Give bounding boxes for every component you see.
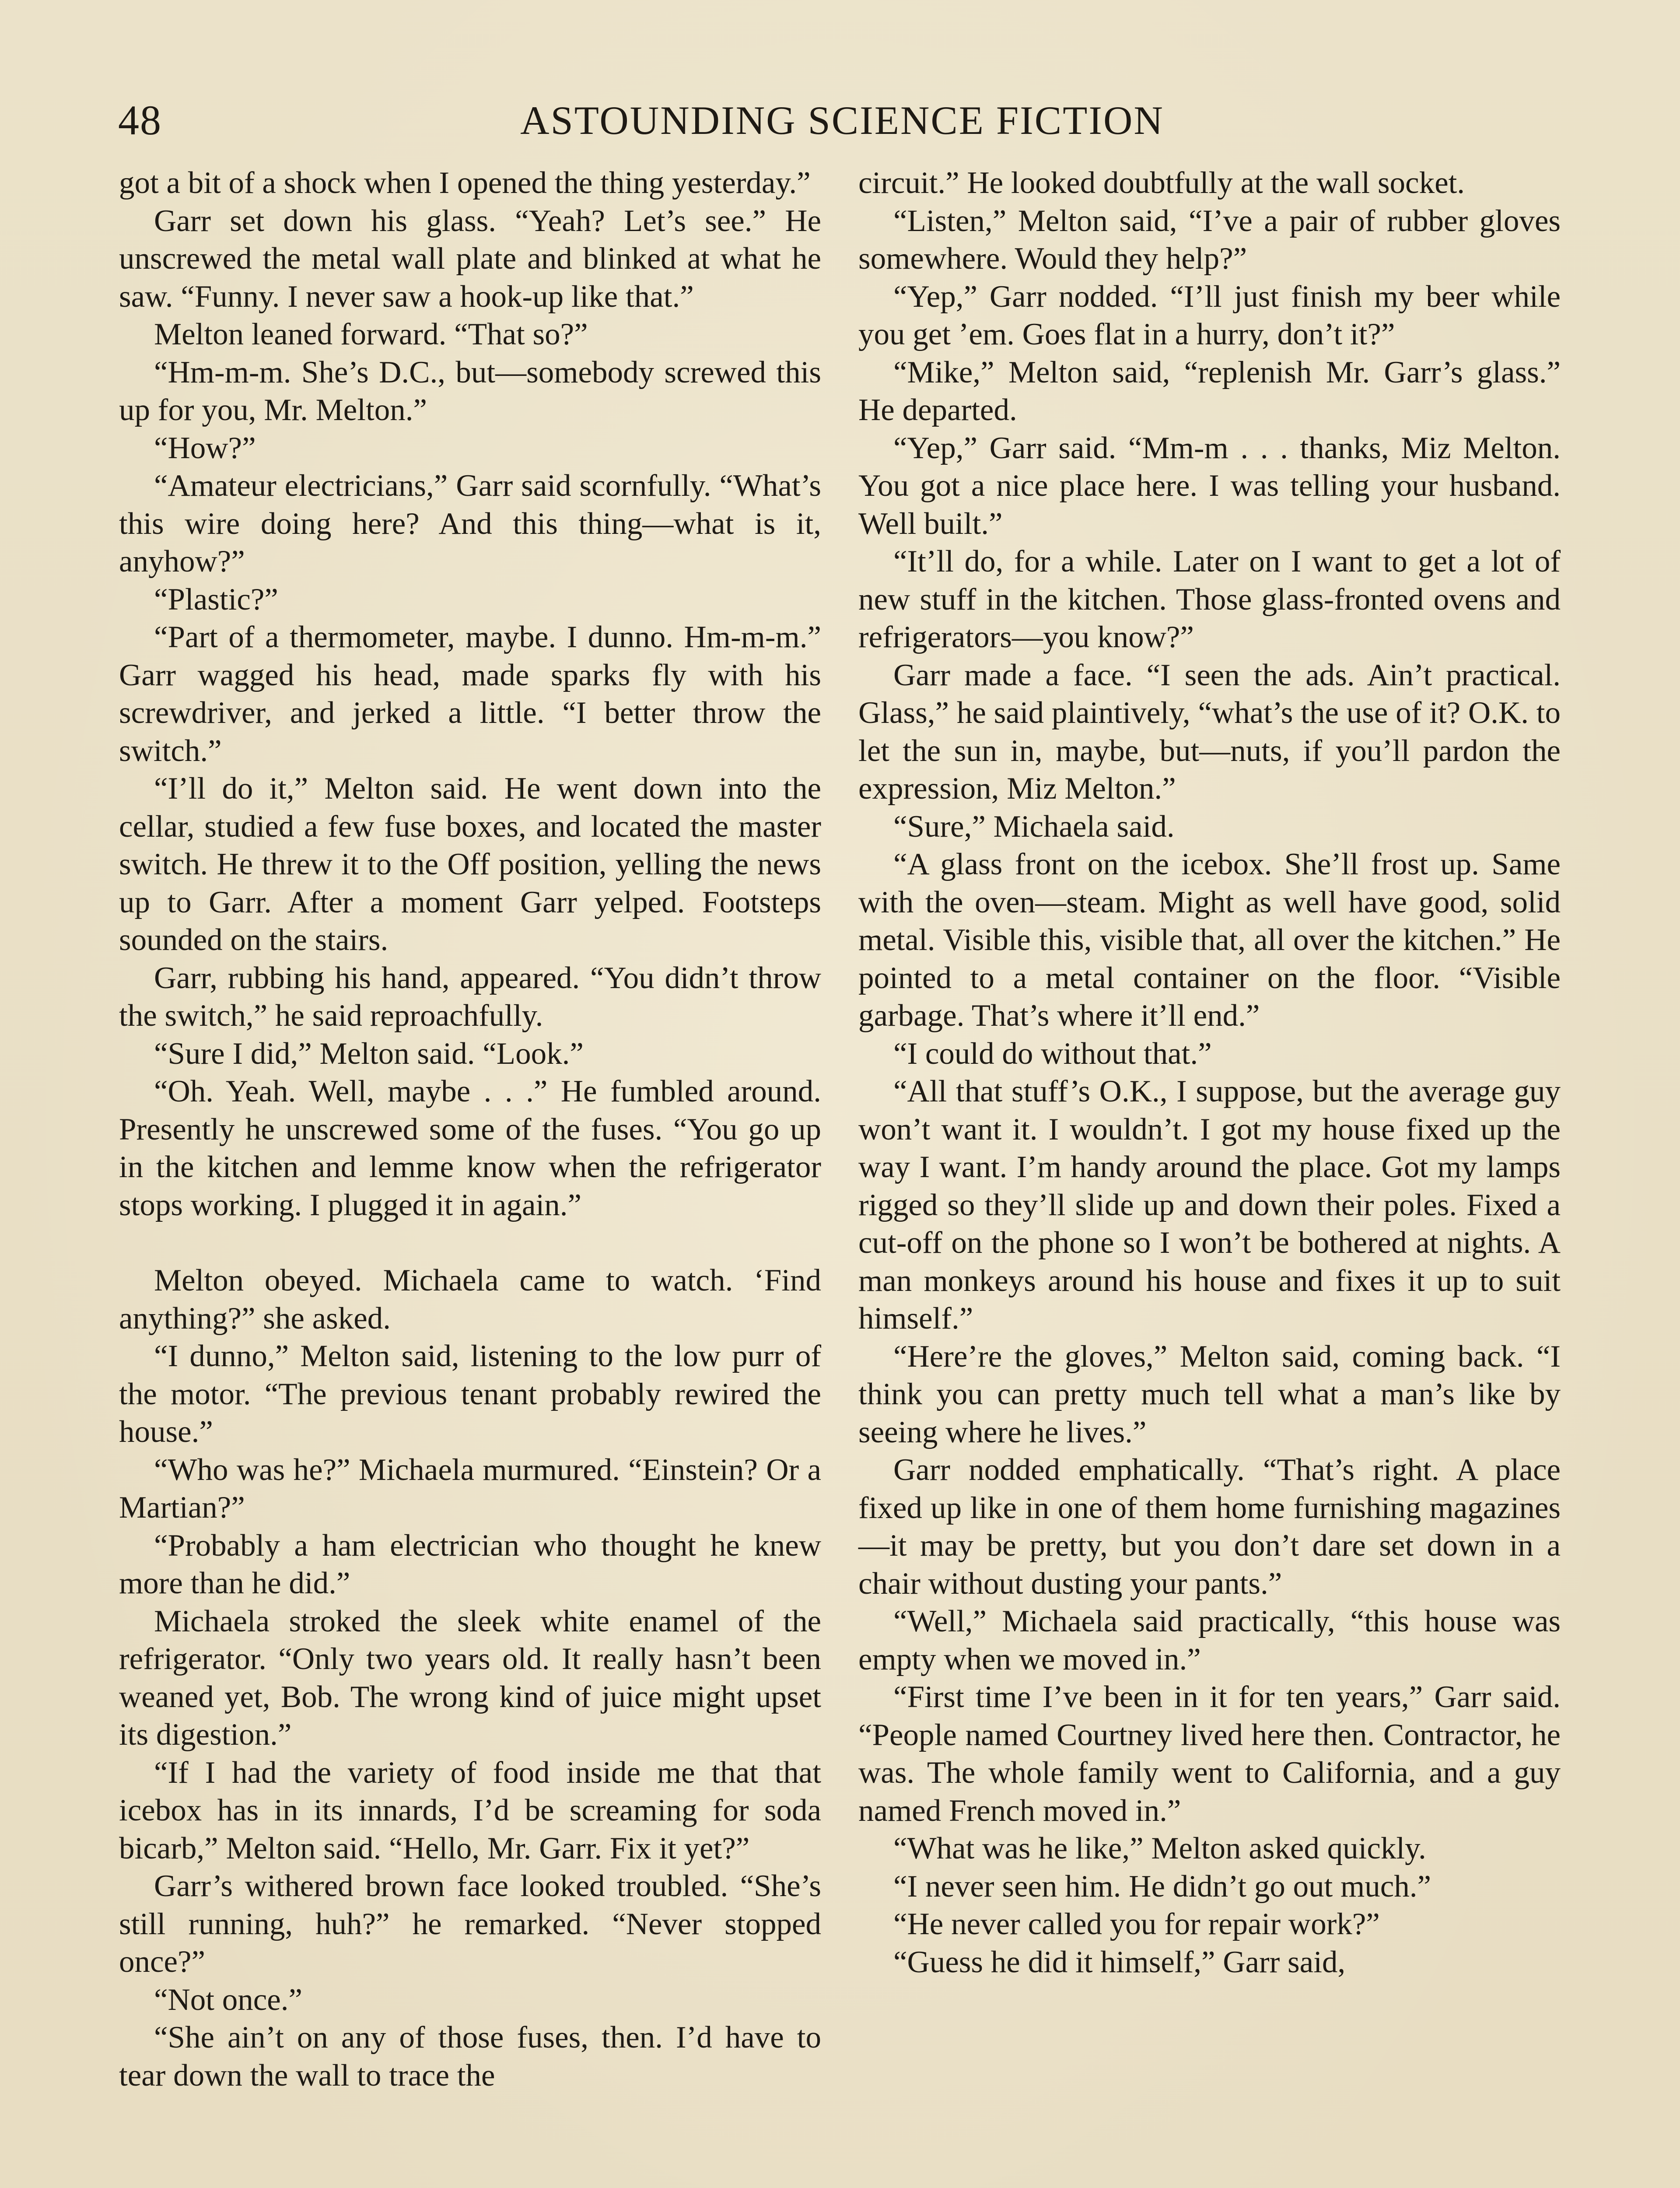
paragraph: “Plastic?” (154, 582, 278, 617)
paragraph: got a bit of a shock when I opened the thing yesterday.” (119, 166, 811, 200)
paragraph: “I could do without that.” (893, 1036, 1212, 1071)
page-header (118, 94, 1566, 147)
running-title: ASTOUNDING SCIENCE FICTION (520, 98, 1164, 143)
paragraph: “A glass front on the icebox. She’ll frost up. Same with the oven—steam. Might as well have good, solid metal. Visible this, visible that, all over the kitchen.” He pointed to a metal container on the floor. “Visible garbage. That’s where it’ll end.” (858, 847, 1561, 1033)
paragraph: “Part of a thermometer, maybe. I dunno. Hm-m-m.” Garr wagged his head, made sparks fly with his screwdriver, and jerked a little. “I better throw the switch.” (119, 620, 821, 768)
paragraph: “First time I’ve been in it for ten years,” Garr said. “People named Courtney lived here then. Contractor, he was. The whole family went to California, and a guy named French moved in.” (858, 1680, 1561, 1828)
paragraph: Melton leaned forward. “That so?” (154, 317, 588, 351)
paragraph: “Not once.” (154, 1982, 303, 2017)
paragraph: Michaela stroked the sleek white enamel of the refrigerator. “Only two years old. It really hasn’t been weaned yet, Bob. The wrong kind of juice might upset its digestion.” (119, 1604, 821, 1752)
paragraph: “He never called you for repair work?” (893, 1907, 1380, 1941)
paragraph: “Probably a ham electrician who thought he knew more than he did.” (119, 1528, 821, 1600)
paragraph: Garr, rubbing his hand, appeared. “You didn’t throw the switch,” he said reproachfully. (119, 961, 821, 1033)
paragraph: “Guess he did it himself,” Garr said, (893, 1945, 1346, 1979)
paragraph: “Oh. Yeah. Well, maybe . . .” He fumbled around. Presently he unscrewed some of the fuses. “You go up in the kitchen and lemme know when the refrigerator stops working. I plugged it in again.” (119, 1074, 821, 1222)
paragraph: “She ain’t on any of those fuses, then. I’d have to tear down the wall to trace the (119, 2020, 821, 2093)
paragraph: “Who was he?” Michaela murmured. “Einstein? Or a Martian?” (119, 1452, 821, 1525)
paragraph: Garr set down his glass. “Yeah? Let’s see.” He unscrewed the metal wall plate and blinked at what he saw. “Funny. I never saw a hook-up like that.” (119, 203, 821, 314)
paragraph: “All that stuff’s O.K., I suppose, but the average guy won’t want it. I wouldn’t. I got my house fixed up the way I want. I’m handy around the place. Got my lamps rigged so they’ll slide up and down their poles. Fixed a cut-off on the phone so I won’t be bothered at nights. A man monkeys around his house and fixes it up to suit himself.” (858, 1074, 1561, 1336)
paragraph: “What was he like,” Melton asked quickly. (893, 1831, 1426, 1865)
text-column-right (858, 164, 1561, 1981)
paragraph: “Well,” Michaela said practically, “this house was empty when we moved in.” (858, 1604, 1561, 1676)
paragraph: “Yep,” Garr nodded. “I’ll just finish my beer while you get ’em. Goes flat in a hurry, don’t it?” (858, 279, 1561, 351)
paragraph: “How?” (154, 431, 256, 465)
paragraph: “Mike,” Melton said, “replenish Mr. Garr’s glass.” He departed. (858, 355, 1561, 427)
paragraph: Garr’s withered brown face looked troubled. “She’s still running, huh?” he remarked. “Never stopped once?” (119, 1869, 821, 1979)
paragraph: Garr nodded emphatically. “That’s right. A place fixed up like in one of them home furnishing magazines—it may be pretty, but you don’t dare set down in a chair without dusting your pants.” (858, 1453, 1561, 1601)
page-number: 48 (118, 97, 162, 144)
paragraph: “Hm-m-m. She’s D.C., but—somebody screwed this up for you, Mr. Melton.” (119, 355, 821, 427)
paragraph: “I dunno,” Melton said, listening to the low purr of the motor. “The previous tenant probably rewired the house.” (119, 1339, 821, 1449)
paragraph: Melton obeyed. Michaela came to watch. ‘Find anything?” she asked. (119, 1263, 821, 1336)
paragraph: “I never seen him. He didn’t go out much.” (893, 1869, 1432, 1904)
paragraph: “Sure,” Michaela said. (893, 809, 1175, 844)
paragraph: Garr made a face. “I seen the ads. Ain’t practical. Glass,” he said plaintively, “what’s the use of it? O.K. to let the sun in, maybe, but—nuts, if you’ll pardon the expression, Miz Melton.” (858, 658, 1561, 806)
paragraph: circuit.” He looked doubtfully at the wall socket. (858, 166, 1465, 200)
text-column-left (119, 164, 821, 2094)
paragraph: “If I had the variety of food inside me that that icebox has in its innards, I’d be screaming for soda bicarb,” Melton said. “Hello, Mr. Garr. Fix it yet?” (119, 1755, 821, 1865)
paragraph: “I’ll do it,” Melton said. He went down into the cellar, studied a few fuse boxes, and located the master switch. He threw it to the Off position, yelling the news up to Garr. After a moment Garr yelped. Footsteps sounded on the stairs. (119, 771, 821, 957)
paragraph: “Yep,” Garr said. “Mm-m . . . thanks, Miz Melton. You got a nice place here. I was telling your husband. Well built.” (858, 431, 1561, 541)
paragraph: “It’ll do, for a while. Later on I want to get a lot of new stuff in the kitchen. Those glass-fronted ovens and refrigerators—you know?” (858, 544, 1561, 654)
paragraph: “Here’re the gloves,” Melton said, coming back. “I think you can pretty much tell what a man’s like by seeing where he lives.” (858, 1339, 1561, 1449)
paragraph: “Listen,” Melton said, “I’ve a pair of rubber gloves somewhere. Would they help?” (858, 203, 1561, 276)
paragraph: “Amateur electricians,” Garr said scornfully. “What’s this wire doing here? And this thing—what is it, anyhow?” (119, 469, 821, 579)
paragraph: “Sure I did,” Melton said. “Look.” (154, 1036, 584, 1071)
